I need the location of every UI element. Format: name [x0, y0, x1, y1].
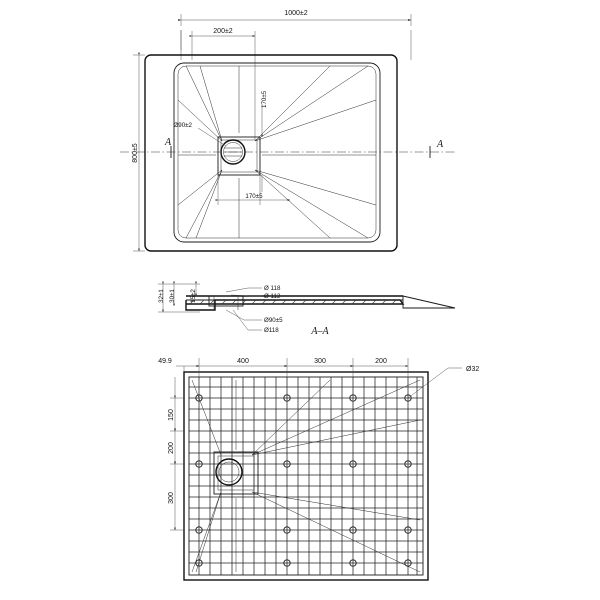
bottom-grid-view-group: [170, 358, 462, 580]
dim-grid-span-2: 300: [314, 358, 326, 365]
dim-flange-diameter-inner: Ø 112: [264, 293, 281, 300]
dim-vertical-span-3: 300: [168, 492, 175, 504]
dim-drain-offset-left: 200±2: [213, 28, 233, 35]
dim-rim-thickness: 15±2: [190, 289, 197, 303]
section-view-group: [158, 284, 455, 330]
top-view-group: [120, 14, 455, 251]
section-mark-left: A: [164, 137, 172, 148]
support-pads: [196, 395, 411, 566]
dim-vertical-span-1: 150: [168, 409, 175, 421]
dim-drain-boss-diameter: Ø118: [264, 327, 279, 334]
dim-drain-hole-diameter: Ø90±5: [264, 317, 283, 324]
dim-overall-width: 1000±2: [284, 10, 308, 17]
section-view-label: A–A: [311, 326, 329, 337]
dim-tray-edge-height: 30±1: [169, 289, 176, 303]
dim-flange-diameter-outer: Ø 118: [264, 285, 281, 292]
dim-tray-thickness: 32±1: [158, 289, 165, 303]
dim-pad-diameter: Ø32: [466, 366, 480, 373]
dim-drain-pocket-height: 170±5: [261, 90, 268, 108]
dim-drain-diameter: Ø90±2: [173, 122, 192, 129]
dim-grid-span-3: 200: [375, 358, 387, 365]
dim-overall-depth: 800±5: [132, 143, 139, 163]
dim-grid-span-1: 400: [237, 358, 249, 365]
section-mark-right: A: [436, 139, 444, 150]
dim-vertical-span-2: 200: [168, 442, 175, 454]
dim-drain-pocket-width: 170±5: [245, 193, 263, 200]
dim-edge-offset-left: 49.9: [158, 358, 172, 365]
